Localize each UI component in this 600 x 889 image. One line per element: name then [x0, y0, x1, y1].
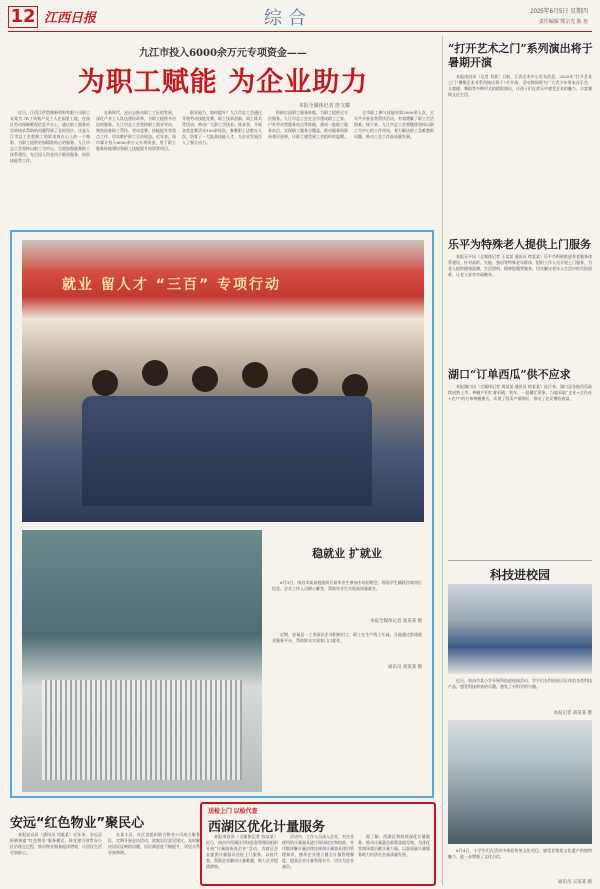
measurement-kicker: 送检上门 以检代查: [208, 809, 258, 815]
red-property-col2: 在某小区，社区党组织联合物业公司成立服务队，定期开展走访活动，收集居民意见建议，及时解决居民反映的问题，居民满意度不断提升，邻里关系更加和谐。: [108, 832, 200, 855]
red-property-headline: 安远“红色物业”聚民心: [10, 816, 145, 831]
main-article-col4: 积极打造职工服务阵地，为职工提供全方位服务。九江市总工会在全市建成职工之家、户外劳动者服务站点等阵地，建成一批职工服务站点，实现职工服务全覆盖，推动服务资源向基层延伸，让职工感受到工会组织的温暖。: [268, 110, 348, 139]
sidebar-rule: [442, 36, 443, 886]
main-article-col1: 近日，江西江伊美德新材料有限公司职工宋某为.7R工资账户及工人在园里工地，在园区劳动保障维权信息平台上，通过职工服务站咨询请求帮助的问题得到了及时回应。这是九江市总工会把职工的诉求放在心上的一个缩影，为职工提供更加精准贴心的服务。九江市总工会坚持以职工为中心，全面加强服务职工体系建设，先后投入资金用于维权服务、培训技能等工作。: [10, 110, 90, 163]
tech-section-title: 科技进校园: [489, 568, 550, 582]
elderly-text: 本报乐平讯（全媒体记者 王某某 通讯员 徐某某）乐平市积极推进养老服务体系建设，针对高龄、失能、独居等特殊老年群体，组织工作人员开展上门服务，为老人提供健康监测、生活照料、精神慰藉等服务，切实解决老年人生活中的实际困难，让老人安享幸福晚年。: [448, 254, 592, 277]
culture-caption: 6月4日，小学生们在活动中体验传统文化项目，感受非物质文化遗产的独特魅力，进一步增强了文化自信。: [448, 848, 592, 859]
measurement-col1: 本报南昌讯（全媒体记者 陈某某）近日，南昌市西湖区市场监督管理局组织开展“计量服务进企业”活动，为辖区企业提供计量器具送检上门服务，以检代查，帮助企业解决计量难题，助力企业提质增效。: [206, 834, 278, 869]
main-headline: 为职工赋能 为企业助力: [77, 67, 369, 98]
measurement-col2: 活动中，工作人员深入企业，对企业使用的计量器具进行现场检定和校准，并详细讲解计量法律法规和计量器具使用管理知识，指导企业建立健全计量管理制度，提高企业计量管理水平，切实为企业减负。: [282, 834, 354, 869]
newspaper-logo: 江西日报: [44, 11, 97, 26]
main-byline: 本报全媒体记者 唐文耀: [298, 103, 350, 109]
photo-caption-2: 近期，安福县一工业园区企业积极招工，职工在生产线上忙碌。当地通过搭建就业服务平台，帮助群众实现家门口就业。: [272, 632, 422, 643]
main-article-col3: 职业能力，如何提升？九江市总工会通过开展劳动技能竞赛、职工技术创新、网上练兵等活动，带动广大职工学技术、练本领，开展各类竞赛活动100余场次，参赛职工达数万人次，培育了一大批高技能人才，为企业发展注入了强大动力。: [182, 110, 262, 145]
tech-photo: [448, 584, 592, 674]
culture-photo: [448, 720, 592, 844]
tech-credit: 本报记者 胡某某 摄: [553, 710, 592, 715]
job-fair-banner-text: 就业 留人才 “三百” 专项行动: [62, 277, 282, 293]
main-article-col5: 全市职工参与技能培训2000余人次，全年共开展各类帮扶活动，有效缓解了职工生活困难。接下来，九江市总工会将继续坚持以职工为中心的工作导向，着力解决职工急难愁盼问题，推动工会工作高质量发展。: [354, 110, 434, 139]
elderly-headline: 乐平为特殊老人提供上门服务: [448, 238, 591, 251]
photo-caption-1: 6月3日，南昌市某高校组织应届毕业生参加专场招聘会，现场学生踊跃咨询岗位信息，企业工作人员耐心解答，帮助毕业生实现高质量就业。: [272, 580, 422, 591]
photo-credit-1: 本报全媒体记者 张某某 摄: [370, 618, 422, 623]
page-number: 12: [8, 6, 38, 28]
art-text: 本报南昌讯（记者 刘某）日前，江西艺术中心发布消息，2025年“打开艺术之门”暑期艺术节系列演出将于7月开演，活动期间将为广大青少年带来音乐会、儿童剧、舞蹈等多种形式的精彩演出，让孩子们在欢乐中感受艺术的魅力，丰富暑期文化生活。: [448, 74, 592, 97]
main-kicker: 九江市投入6000余万元专项资金——: [139, 48, 307, 59]
editors-line: 责任编辑 熊宗光 陈 艳: [538, 19, 588, 25]
section-title: 综合: [264, 8, 312, 29]
tech-caption: 近日，南昌市某小学开展科技进校园活动，学生们在科技展示区体验各类科技产品，感受科技带来的乐趣，激发了对科学的兴趣。: [448, 678, 592, 689]
date-line: 2025年6月5日 星期四: [530, 9, 588, 15]
measurement-headline: 西湖区优化计量服务: [208, 820, 326, 835]
measurement-col3: 据了解，西湖区将持续深化计量服务，推动计量惠企政策落地见效，为优化营商环境贡献计量力量，以高质量计量服务助力经济社会高质量发展。: [358, 834, 430, 857]
main-article-col2: 在新时代，走出去推动职工工匠的发展，深化产业工人队伍建设改革，为职工提供多层次的服务。九江市总工会坚持职工需求导向，聚焦困难职工帮扶、劳动竞赛、技能提升等重点工作，切实维护职工合法权益。近年来，该市累计投入6000余万元专项资金，用于职工服务阵地建设和职工技能提升培训等项目。: [96, 110, 176, 151]
melon-text: 本报湖口讯（全媒体记者 周某某 通讯员 徐某某）连日来，湖口县各地西瓜陆续成熟上市，种植户们忙着采摘、装车，一派繁忙景象。当地采取“企业+合作社+农户”的订单种植模式，实现了西瓜产销两旺，带动了农民增收致富。: [448, 384, 592, 401]
photo-credit-2: 通讯员 刘某某 摄: [388, 664, 422, 669]
red-property-col1: 本报安远讯（通讯员 刘某某）近年来，安远县积极探索“红色物业”服务模式，将党建引领贯穿小区治理全过程，推动物业服务提质增效，让居民生活更加舒心。: [10, 832, 102, 855]
job-fair-photo: [22, 240, 424, 522]
art-headline: “打开艺术之门”系列演出将于暑期开演: [448, 42, 593, 69]
photo-feature-title: 稳就业 扩就业: [312, 547, 382, 560]
melon-headline: 湖口“订单西瓜”供不应求: [448, 368, 571, 381]
factory-photo: [22, 530, 262, 792]
culture-credit: 通讯员 吴某某 摄: [558, 879, 592, 884]
tech-rule: [448, 560, 592, 561]
header-rule: [8, 31, 592, 32]
